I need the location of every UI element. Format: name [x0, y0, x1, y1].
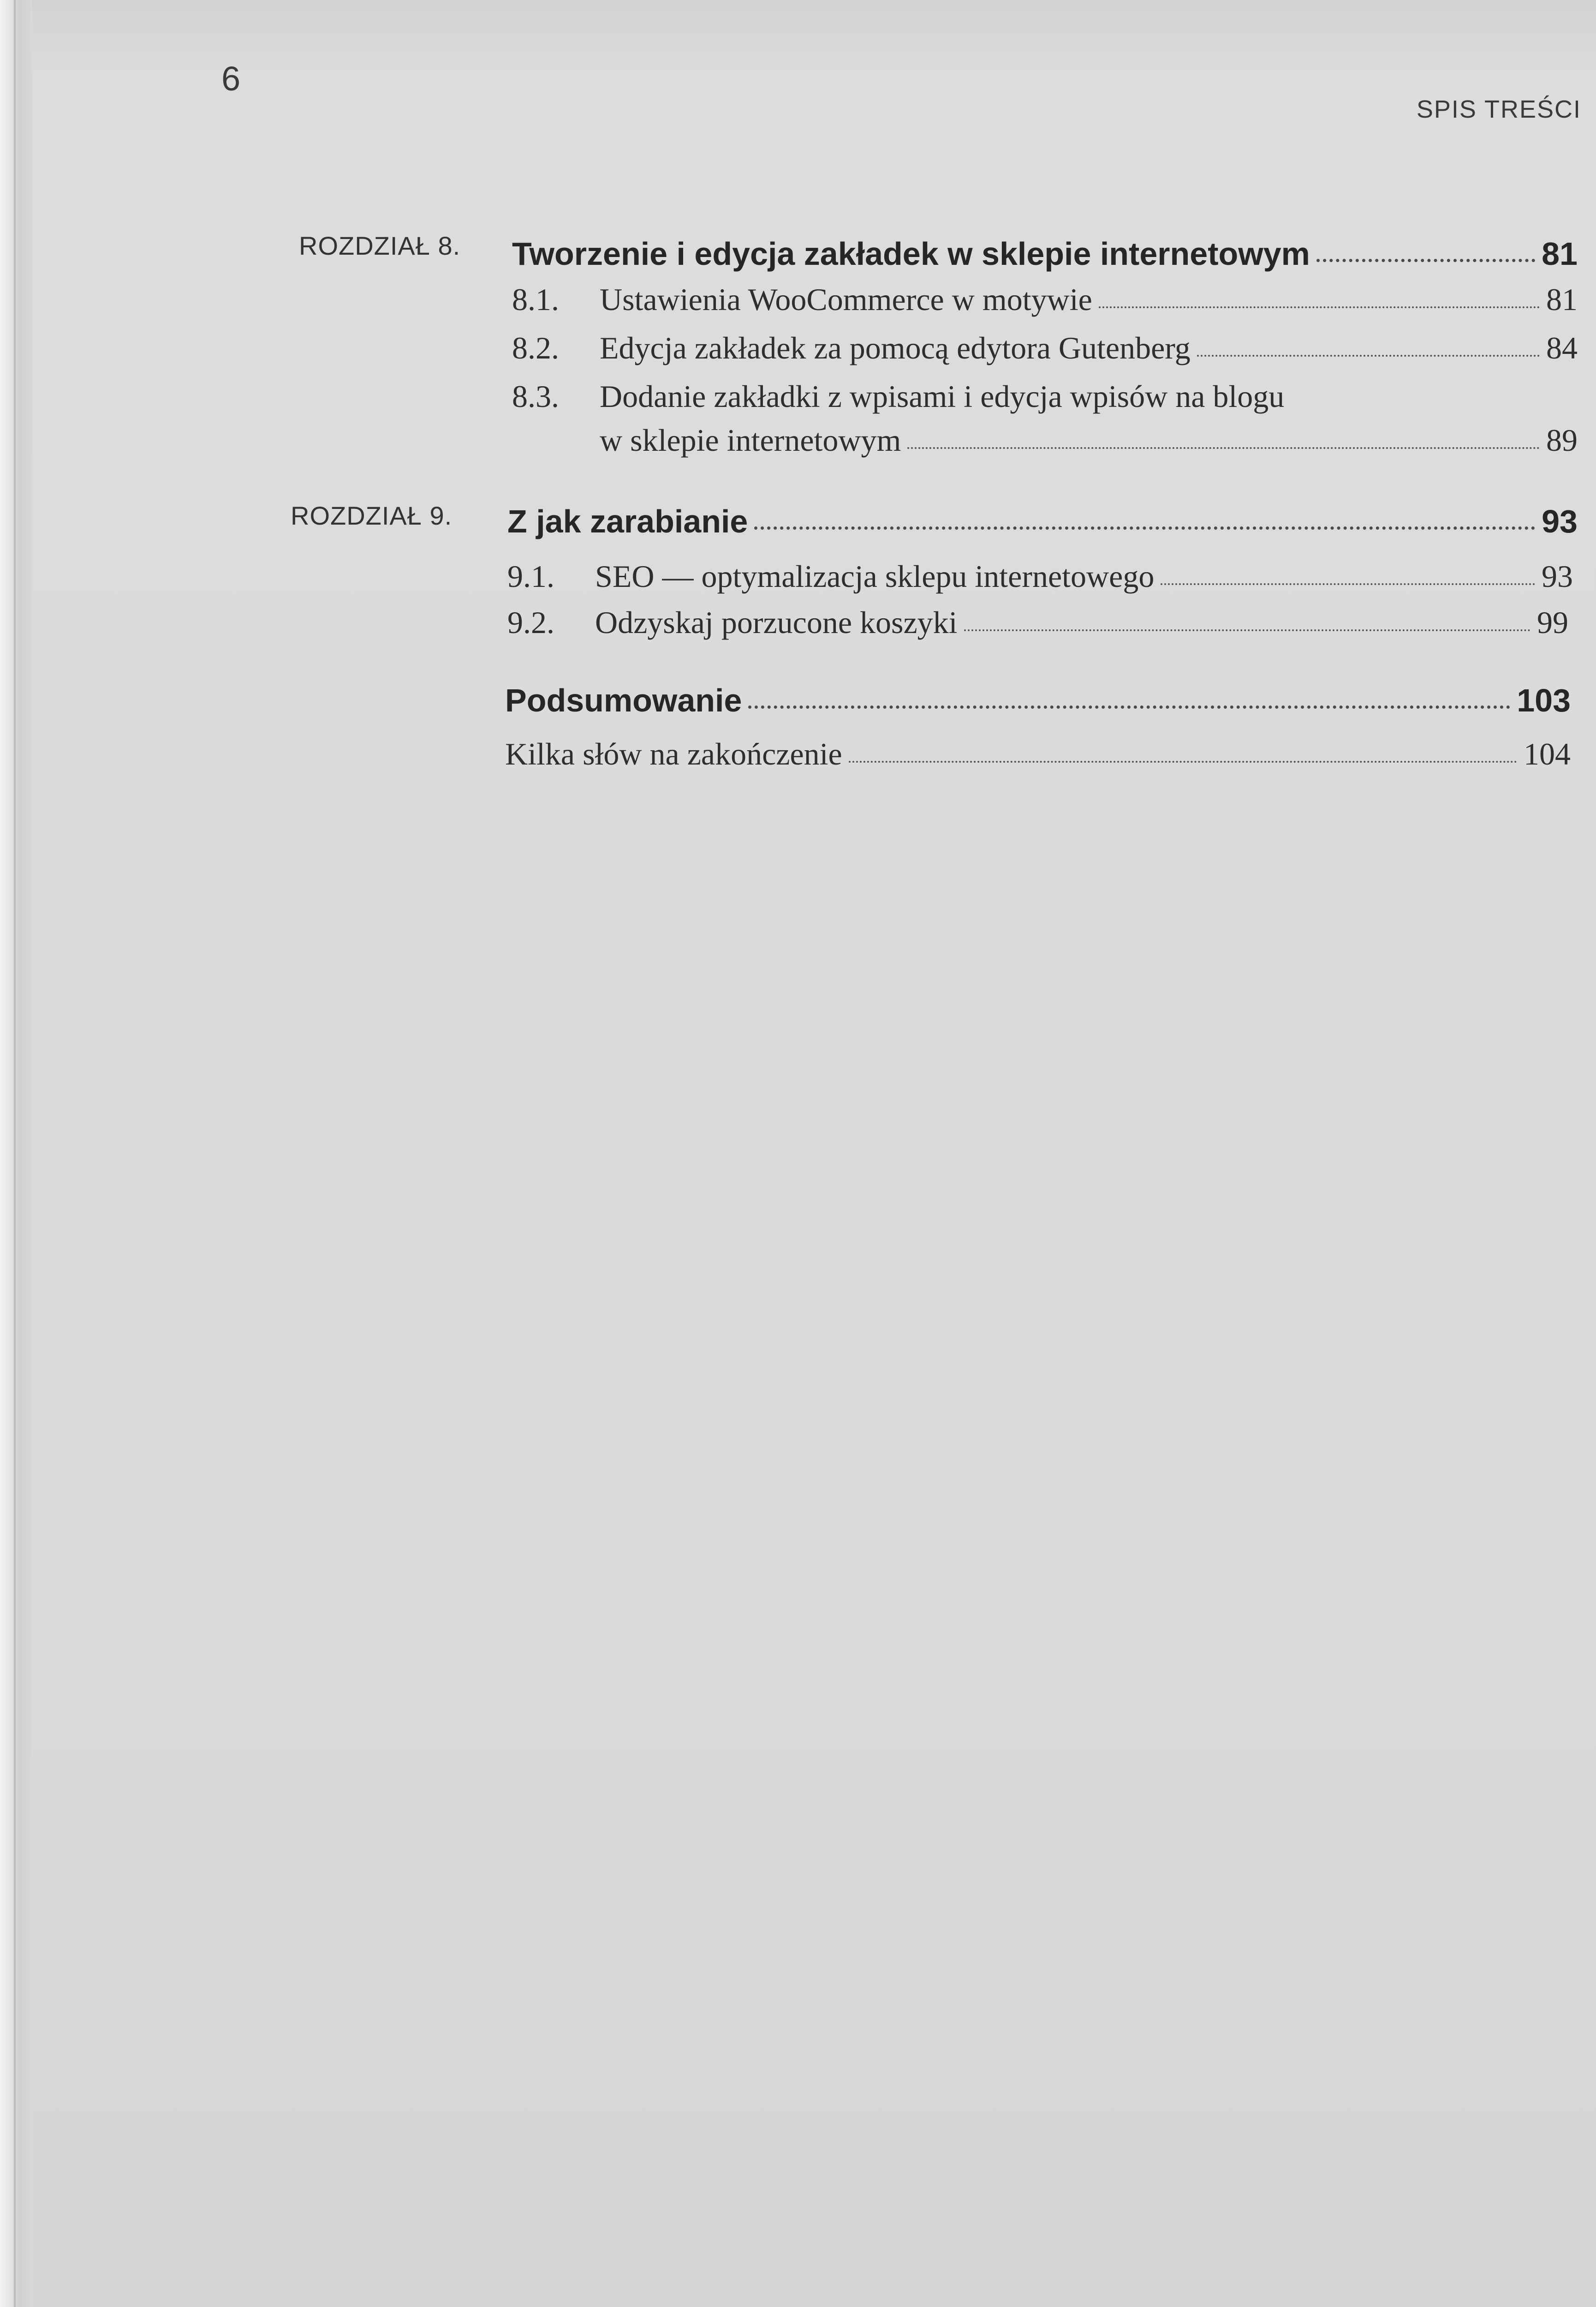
section-page: 104 [1524, 736, 1571, 771]
dot-leader [1316, 259, 1535, 262]
chapter-9-page: 93 [1542, 503, 1578, 539]
section-page: 81 [1546, 282, 1578, 317]
section-number: 8.3. [512, 379, 559, 414]
chapter-8-entry[interactable] [512, 235, 1578, 272]
summary-entry[interactable] [505, 682, 1571, 719]
chapter-9-entry[interactable] [507, 503, 1578, 540]
section-8-3-entry-line2[interactable] [600, 422, 1578, 459]
summary-page: 103 [1517, 682, 1571, 718]
section-8-2-entry[interactable] [512, 330, 1578, 366]
page-number: 6 [221, 60, 241, 98]
section-title: SEO — optymalizacja sklepu internetowego [595, 559, 1155, 594]
section-number: 9.2. [507, 605, 554, 640]
section-page: 99 [1537, 605, 1568, 640]
dot-leader [754, 526, 1535, 530]
section-title: Kilka słów na zakończenie [505, 736, 842, 771]
section-9-1-entry[interactable] [507, 558, 1573, 595]
section-number: 8.2. [512, 330, 559, 365]
chapter-8-page: 81 [1542, 236, 1578, 272]
section-page: 84 [1546, 330, 1578, 365]
dot-leader [849, 761, 1517, 763]
section-8-3-entry-line1[interactable] [512, 378, 1578, 415]
section-title-continued: w sklepie internetowym [600, 423, 901, 458]
section-8-1-entry[interactable] [512, 281, 1578, 318]
chapter-9-label: ROZDZIAŁ 9. [291, 501, 453, 530]
dot-leader [748, 705, 1510, 709]
closing-words-entry[interactable] [505, 736, 1571, 772]
chapter-9-title: Z jak zarabianie [507, 503, 748, 539]
dot-leader [1161, 583, 1535, 585]
dot-leader [964, 629, 1530, 631]
section-page: 89 [1546, 423, 1578, 458]
section-title: Edycja zakładek za pomocą edytora Gutenberg [600, 330, 1191, 365]
section-title: Ustawienia WooCommerce w motywie [600, 282, 1092, 317]
section-9-2-entry[interactable] [507, 604, 1568, 641]
section-number: 9.1. [507, 559, 554, 594]
chapter-8-label: ROZDZIAŁ 8. [299, 231, 461, 260]
page-edge [0, 0, 32, 2307]
section-title: Odzyskaj porzucone koszyki [595, 605, 958, 640]
dot-leader [1099, 306, 1540, 308]
dot-leader [1197, 355, 1540, 357]
section-page: 93 [1542, 559, 1573, 594]
section-number: 8.1. [512, 282, 559, 317]
summary-title: Podsumowanie [505, 682, 742, 718]
dot-leader [907, 447, 1540, 449]
chapter-8-title: Tworzenie i edycja zakładek w sklepie internetowym [512, 236, 1310, 272]
running-head: SPIS TREŚCI [1416, 96, 1581, 123]
section-title: Dodanie zakładki z wpisami i edycja wpisów na blogu [600, 379, 1285, 414]
